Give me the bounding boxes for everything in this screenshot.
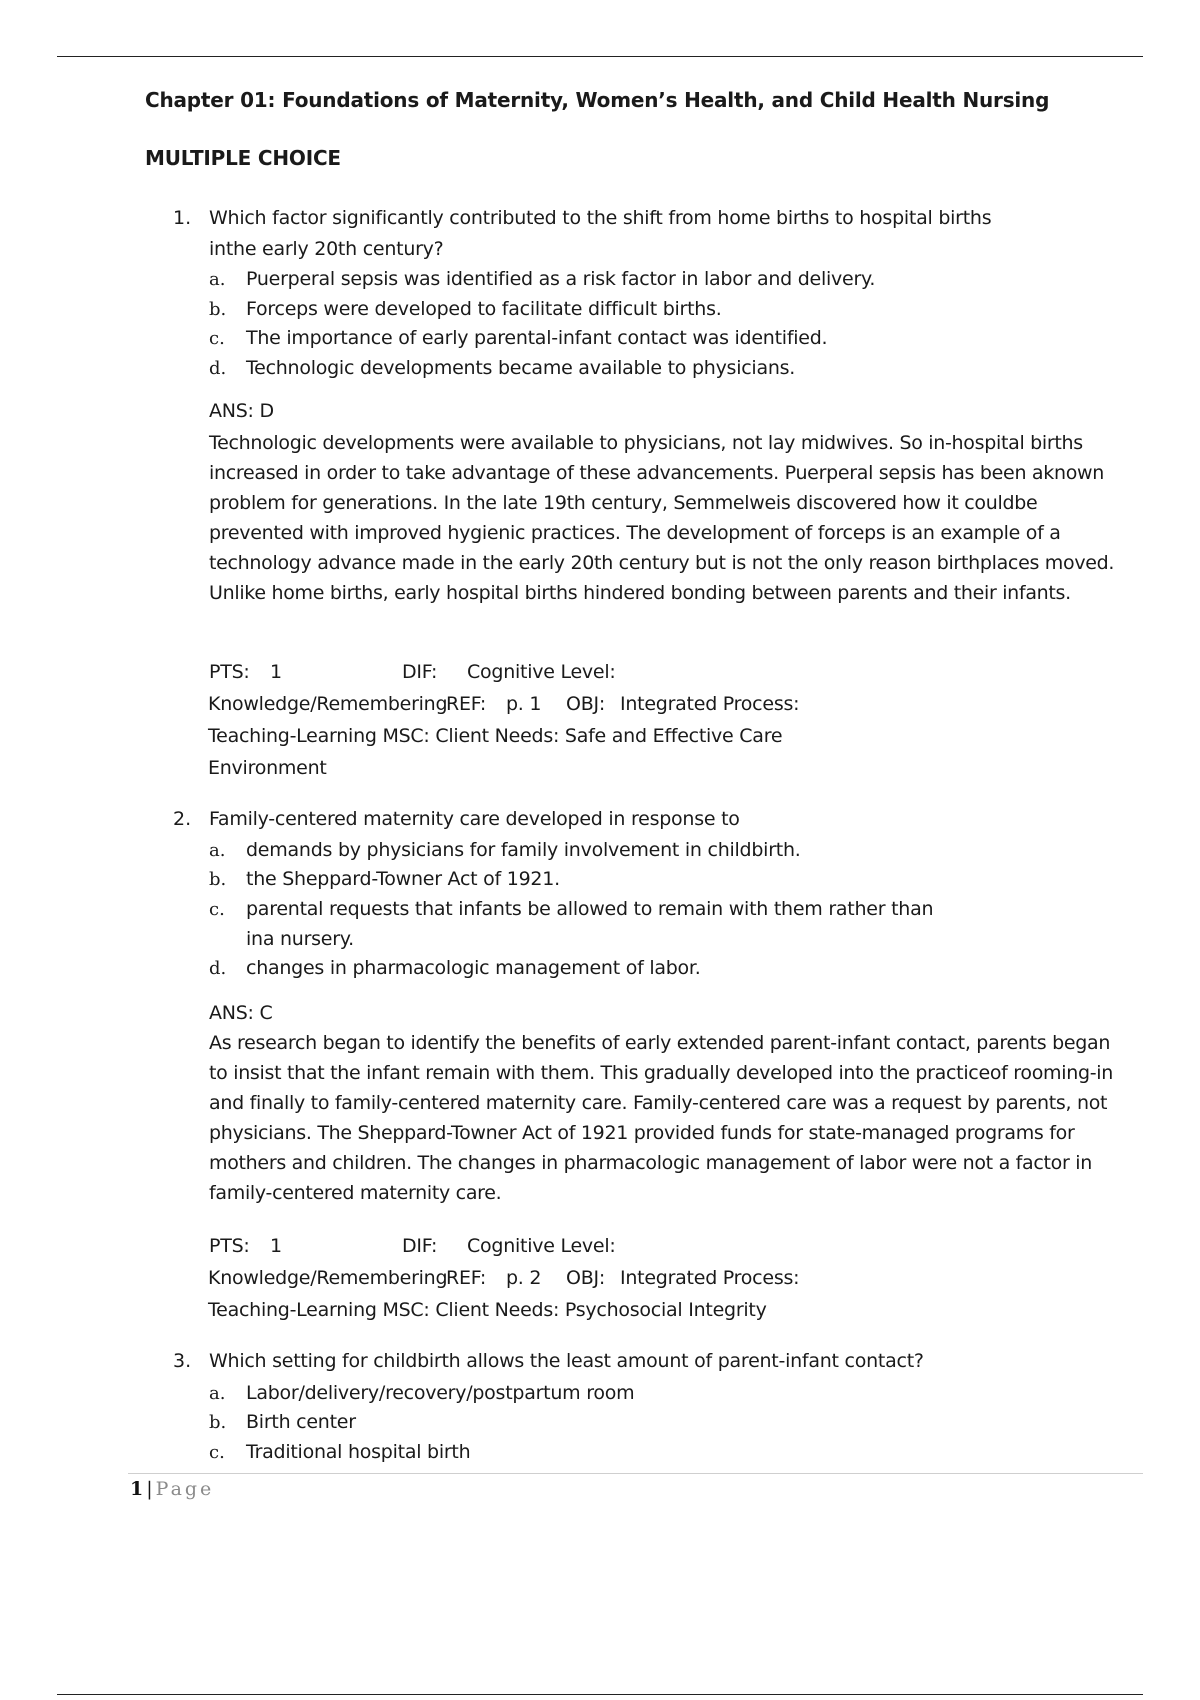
option-letter: c. (209, 899, 225, 920)
level: Knowledge/Remembering (208, 1267, 448, 1289)
option-letter: d. (209, 958, 227, 979)
option-letter: a. (209, 1383, 226, 1404)
option-letter: c. (209, 328, 225, 349)
ref-label: REF: (446, 1267, 487, 1289)
option-letter: c. (209, 1442, 225, 1463)
top-rule (57, 56, 1143, 57)
option-text-continuation: ina nursery. (246, 928, 354, 950)
rationale: Technologic developments were available to physicians, not lay midwives. So in-hospital births increased in order to take advantage of these advancements. Puerperal sepsis has been aknown problem for generations. In the late 19th century, Semmelweis discovered how it couldbe prevented with improved hygienic practices. The development of forceps is an example of a technology advance made in the early 20th century but is not the only reason birthplaces moved. Unlike home births, early hospital births hindered bonding between parents and their infants. (209, 432, 1115, 604)
level: Knowledge/Remembering (208, 693, 448, 715)
page-number: 1 (130, 1478, 144, 1500)
footer-rule (128, 1473, 1143, 1474)
pts-value: 1 (270, 661, 282, 683)
page-footer (130, 1478, 214, 1500)
option-letter: d. (209, 358, 227, 379)
obj-label: OBJ: (566, 693, 605, 715)
msc-line: Teaching-Learning MSC: Client Needs: Psychosocial Integrity (208, 1299, 767, 1321)
option-text: the Sheppard-Towner Act of 1921. (246, 868, 560, 890)
answer: ANS: D (209, 400, 274, 422)
rationale: As research began to identify the benefits of early extended parent-infant contact, parents began to insist that the infant remain with them. This gradually developed into the practiceof rooming-in and finally to family-centered maternity care. Family-centered care was a request by parents, not physicians. The Sheppard-Towner Act of 1921 provided funds for state-managed programs for mothers and children. The changes in pharmacologic management of labor were not a factor in family-centered maternity care. (209, 1032, 1113, 1204)
question-stem-line: inthe early 20th century? (209, 238, 444, 260)
pts-label: PTS: (209, 661, 250, 683)
chapter-title: Chapter 01: Foundations of Maternity, Women’s Health, and Child Health Nursing (145, 88, 1050, 112)
option-text: Birth center (246, 1411, 356, 1433)
page-word: Page (155, 1478, 215, 1500)
bottom-rule (57, 1694, 1143, 1695)
obj-value: Integrated Process: (620, 693, 800, 715)
footer-separator: | (146, 1478, 153, 1500)
question-number: 2. (173, 808, 192, 830)
option-letter: a. (209, 840, 226, 861)
option-letter: a. (209, 269, 226, 290)
pts-value: 1 (270, 1235, 282, 1257)
dif-label: DIF: (402, 661, 438, 683)
msc-continuation: Environment (208, 757, 327, 779)
dif-value: Cognitive Level: (467, 1235, 616, 1257)
section-heading: MULTIPLE CHOICE (145, 146, 341, 170)
obj-label: OBJ: (566, 1267, 605, 1289)
obj-value: Integrated Process: (620, 1267, 800, 1289)
question-stem-line: Which factor significantly contributed to the shift from home births to hospital births (209, 207, 992, 229)
ref-value: p. 1 (506, 693, 542, 715)
option-letter: b. (209, 299, 227, 320)
question-number: 1. (173, 207, 192, 229)
option-letter: b. (209, 1412, 227, 1433)
question-number: 3. (173, 1350, 192, 1372)
option-text: Technologic developments became available to physicians. (246, 357, 796, 379)
dif-label: DIF: (402, 1235, 438, 1257)
option-letter: b. (209, 869, 227, 890)
question-stem-line: Family-centered maternity care developed in response to (209, 808, 740, 830)
option-text: Traditional hospital birth (246, 1441, 471, 1463)
question-stem-line: Which setting for childbirth allows the least amount of parent-infant contact? (209, 1350, 924, 1372)
answer: ANS: C (209, 1002, 273, 1024)
option-text: changes in pharmacologic management of labor. (246, 957, 701, 979)
ref-value: p. 2 (506, 1267, 542, 1289)
dif-value: Cognitive Level: (467, 661, 616, 683)
option-text: Labor/delivery/recovery/postpartum room (246, 1382, 635, 1404)
option-text: Forceps were developed to facilitate difficult births. (246, 298, 722, 320)
option-text: The importance of early parental-infant contact was identified. (246, 327, 828, 349)
option-text: parental requests that infants be allowed to remain with them rather than (246, 898, 934, 920)
ref-label: REF: (446, 693, 487, 715)
option-text: Puerperal sepsis was identified as a risk factor in labor and delivery. (246, 268, 876, 290)
msc-line: Teaching-Learning MSC: Client Needs: Safe and Effective Care (208, 725, 783, 747)
option-text: demands by physicians for family involvement in childbirth. (246, 839, 801, 861)
pts-label: PTS: (209, 1235, 250, 1257)
